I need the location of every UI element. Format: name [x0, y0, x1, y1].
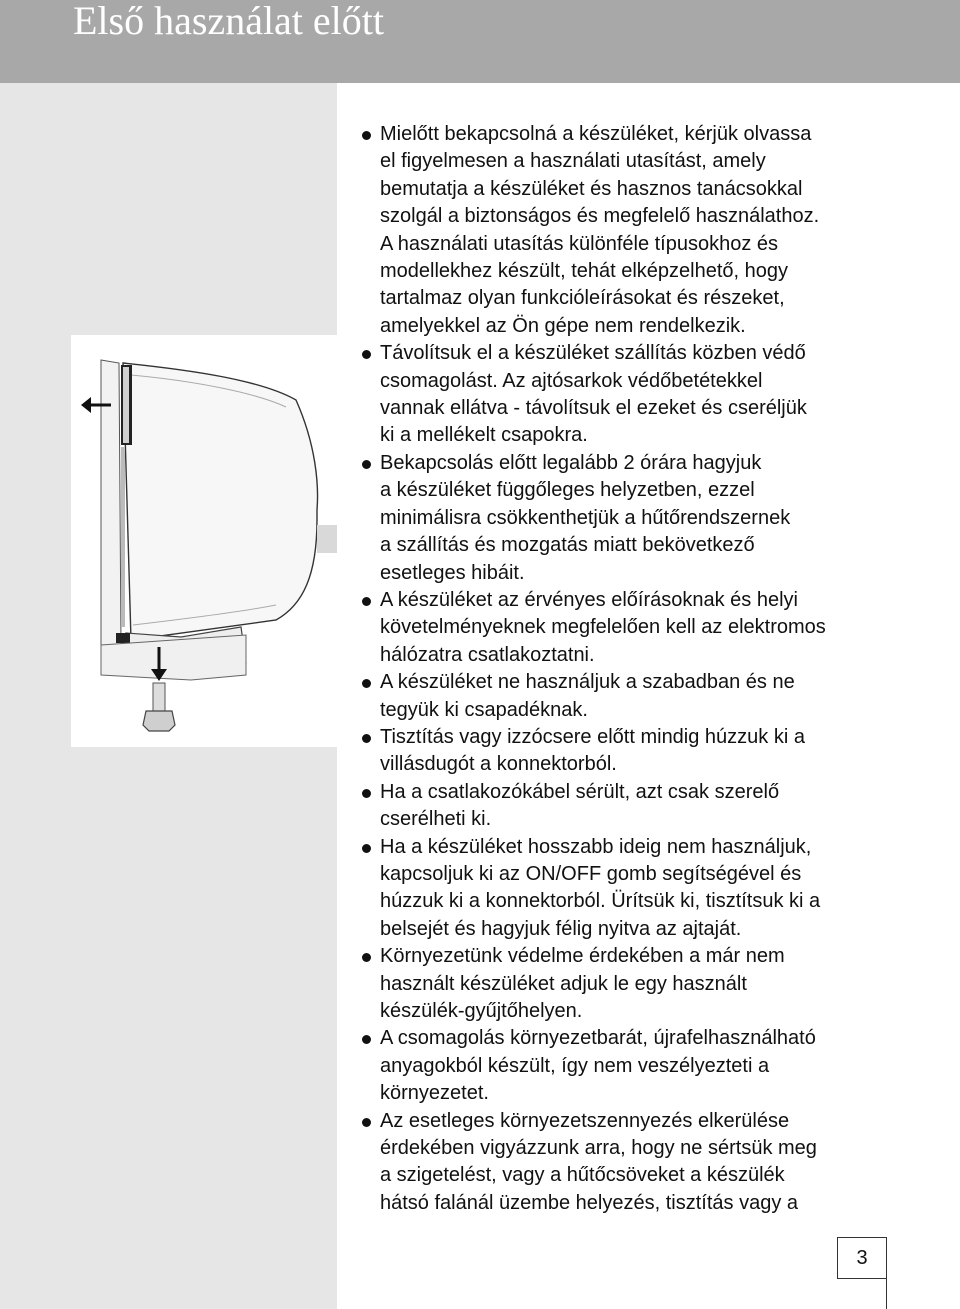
bullet-text-line: Az esetleges környezetszennyezés elkerülése: [380, 1109, 790, 1132]
bullet-text-line: A készüléket ne használjuk a szabadban és ne: [380, 671, 795, 694]
bullet-text-line: Környezetünk védelme érdekében a már nem: [380, 945, 785, 968]
bullet-text-line: környezetet.: [380, 1082, 489, 1105]
bullet-text-line: villásdugót a konnektorból.: [380, 753, 617, 776]
bullet-text-line: kapcsoljuk ki az ON/OFF gomb segítségével és: [380, 862, 802, 885]
bullet-text-line: készülék-gyűjtőhelyen.: [380, 1000, 583, 1022]
bullet-item: [360, 1108, 920, 1218]
bullet-dot-icon: [362, 597, 371, 606]
bullet-item: [360, 669, 920, 724]
bullet-text-line: bemutatja a készüléket és hasznos tanácsokkal: [380, 177, 803, 200]
page-number: 3: [837, 1237, 887, 1279]
bullet-dot-icon: [362, 131, 371, 140]
bullet-text-line: szolgál a biztonságos és megfelelő használathoz.: [380, 205, 820, 228]
bullet-text-line: a szállítás és mozgatás miatt bekövetkező: [380, 534, 755, 557]
bullet-text-line: amelyekkel az Ön gépe nem rendelkezik.: [380, 314, 746, 337]
bullet-text-line: esetleges hibáit.: [380, 561, 525, 584]
bullet-text-line: Tisztítás vagy izzócsere előtt mindig húzzuk ki a: [380, 725, 805, 748]
bullet-text-line: modellekhez készült, tehát elképzelhető, hogy: [380, 260, 789, 283]
bullet-dot-icon: [362, 953, 371, 962]
bullet-text-line: tegyük ki csapadéknak.: [380, 698, 588, 721]
bullet-text-line: A készüléket az érvényes előírásoknak és helyi: [380, 588, 798, 611]
instructions-content: [360, 121, 920, 1217]
bullet-dot-icon: [362, 679, 371, 688]
bullet-text-line: Mielőtt bekapcsolná a készüléket, kérjük olvassa: [380, 123, 812, 145]
bullet-list: [360, 121, 920, 1217]
bullet-text-line: anyagokból készült, így nem veszélyezteti a: [380, 1054, 770, 1077]
bullet-item: [360, 943, 920, 1025]
bullet-text-line: hátsó falánál üzembe helyezés, tisztítás vagy a: [380, 1191, 799, 1214]
bullet-text-line: csomagolást. Az ajtósarkok védőbetétekkel: [380, 369, 763, 392]
header-bar: [0, 0, 960, 83]
bullet-text-line: ki a mellékelt csapokra.: [380, 424, 588, 447]
bullet-item: [360, 1025, 920, 1107]
bullet-text-line: a készüléket függőleges helyzetben, ezzel: [380, 479, 755, 502]
bullet-dot-icon: [362, 350, 371, 359]
bullet-item: [360, 834, 920, 944]
bullet-text-line: tartalmaz olyan funkcióleírásokat és részeket,: [380, 287, 785, 310]
bullet-text-line: belsejét és hagyjuk félig nyitva az ajtaját.: [380, 917, 742, 940]
bullet-text-line: A használati utasítás különféle típusokhoz és: [380, 232, 779, 255]
bullet-text-line: Ha a készüléket hosszabb ideig nem használjuk,: [380, 835, 812, 858]
bullet-text-line: cserélheti ki.: [380, 808, 492, 831]
bullet-text-line: A csomagolás környezetbarát, újrafelhasználható: [380, 1027, 816, 1050]
bullet-dot-icon: [362, 734, 371, 743]
bullet-text-line: minimálisra csökkenthetjük a hűtőrendszernek: [380, 506, 791, 529]
bullet-text-line: hálózatra csatlakoztatni.: [380, 643, 595, 666]
bullet-dot-icon: [362, 460, 371, 469]
bullet-dot-icon: [362, 789, 371, 798]
page-number-rule: [886, 1279, 887, 1309]
bullet-dot-icon: [362, 844, 371, 853]
bullet-text-line: vannak ellátva - távolítsuk el ezeket és cseréljük: [380, 397, 807, 420]
bullet-text-line: követelményeknek megfelelően kell az elektromos: [380, 616, 826, 639]
bullet-item: [360, 121, 920, 340]
bullet-text-line: a szigetelést, vagy a hűtőcsöveket a készülék: [380, 1164, 785, 1187]
bullet-item: [360, 587, 920, 669]
bullet-item: [360, 724, 920, 779]
bullet-text-line: Bekapcsolás előtt legalább 2 órára hagyjuk: [380, 451, 762, 474]
bullet-text-line: érdekében vigyázzunk arra, hogy ne sértsük meg: [380, 1137, 817, 1160]
bullet-text-line: el figyelmesen a használati utasítást, amely: [380, 150, 766, 173]
bullet-dot-icon: [362, 1035, 371, 1044]
bullet-item: [360, 340, 920, 450]
bullet-text-line: Ha a csatlakozókábel sérült, azt csak szerelő: [380, 780, 780, 803]
bullet-text-line: Távolítsuk el a készüléket szállítás közben védő: [380, 342, 806, 365]
bullet-item: [360, 779, 920, 834]
fridge-door-illustration: [71, 335, 337, 747]
bullet-text-line: használt készüléket adjuk le egy használt: [380, 972, 747, 995]
bullet-text-line: húzzuk ki a konnektorból. Ürítsük ki, tisztítsuk ki a: [380, 890, 821, 913]
bullet-dot-icon: [362, 1118, 371, 1127]
page-title: Első használat előtt: [73, 0, 385, 43]
bullet-item: [360, 450, 920, 587]
